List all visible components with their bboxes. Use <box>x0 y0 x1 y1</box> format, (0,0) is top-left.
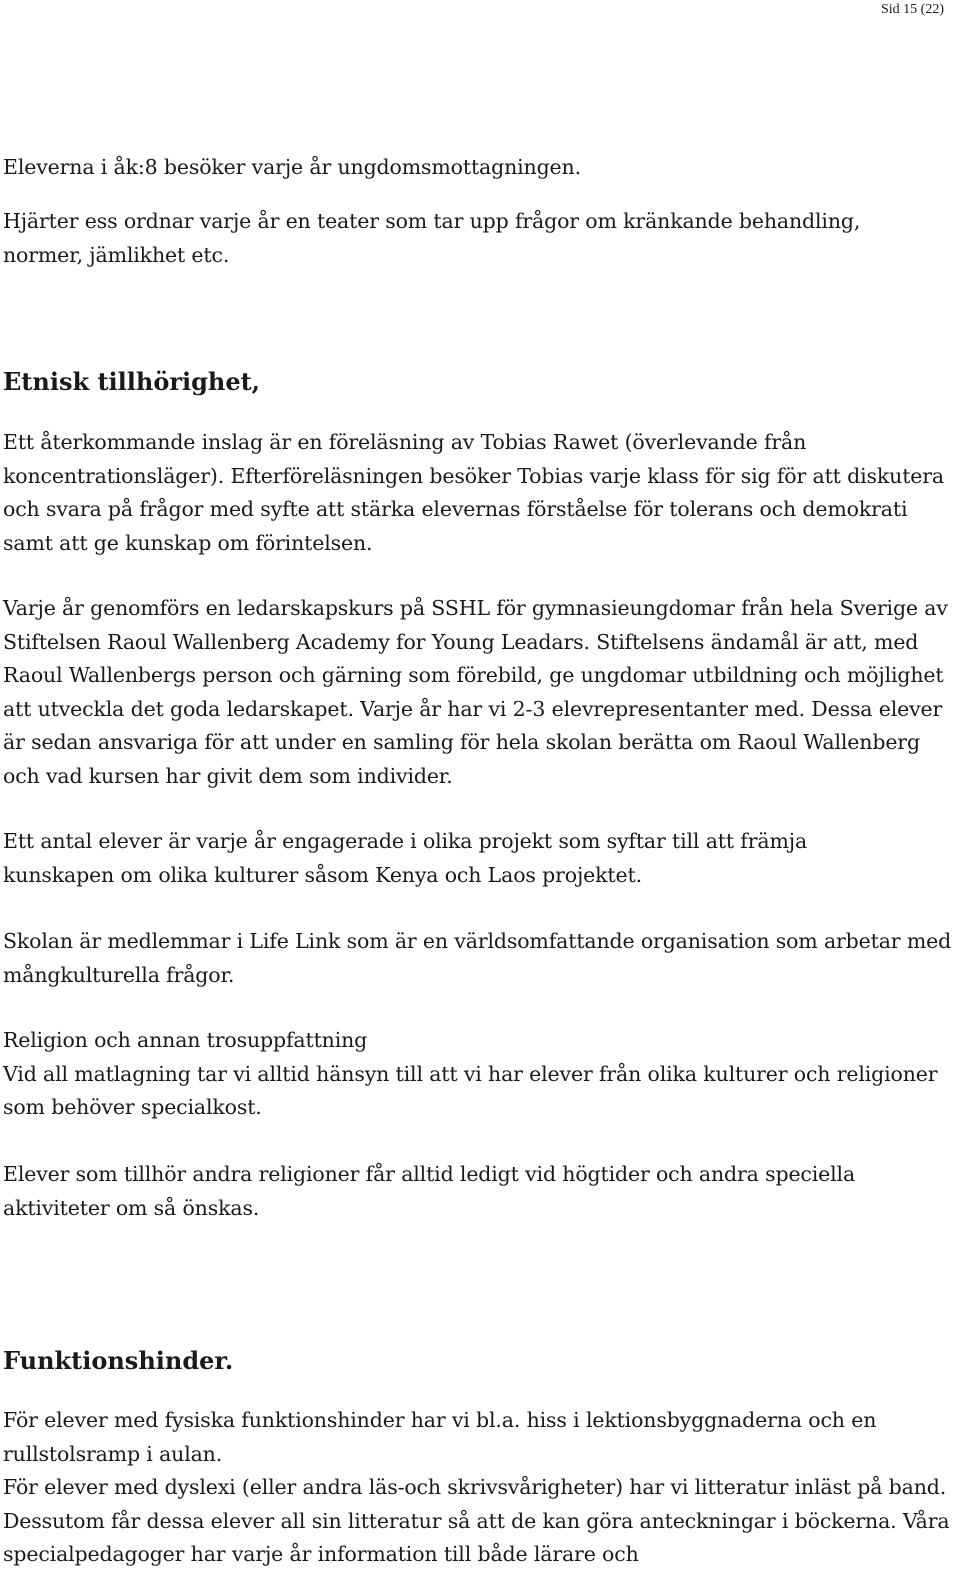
section-religion <box>3 1024 953 1125</box>
heading-funktionshinder: Funktionshinder. <box>3 1346 234 1375</box>
paragraph-projekt: Ett antal elever är varje år engagerade i olika projekt som syftar till att främja kunskapen om olika kulturer såsom Kenya och Laos projektet. <box>3 829 808 887</box>
paragraph-fysiska-funktionshinder: För elever med fysiska funktionshinder har vi bl.a. hiss i lektionsbyggnaderna och en rullstolsramp i aulan. <box>3 1408 877 1466</box>
paragraph-ledarskapskurs: Varje år genomförs en ledarskapskurs på SSHL för gymnasieungdomar från hela Sverige av Stiftelsen Raoul Wallenberg Academy for Young Leadars. Stiftelsens ändamål är att, med Raoul Wallenbergs person och gärning som förebild, ge ungdomar utbildning och möjlighet att utveckla det goda ledarskapet. Varje år har vi 2-3 elevrepresentanter med. Dessa elever är sedan ansvariga för att under en samling för hela skolan berätta om Raoul Wallenberg och vad kursen har givit dem som individer. <box>3 596 948 788</box>
paragraph-forelasning: Ett återkommande inslag är en föreläsning av Tobias Rawet (överlevande från koncentrationsläger). Efterföreläsningen besöker Tobias varje klass för sig för att diskutera och svara på frågor med syfte att stärka elevernas förståelse för tolerans och demokrati samt att ge kunskap om förintelsen. <box>3 430 944 555</box>
religion-body: Vid all matlagning tar vi alltid hänsyn till att vi har elever från olika kulturer och religioner som behöver specialkost. <box>3 1061 938 1119</box>
paragraph-hogtider: Elever som tillhör andra religioner får alltid ledigt vid högtider och andra speciella aktiviteter om så önskas. <box>3 1162 856 1220</box>
religion-title: Religion och annan trosuppfattning <box>3 1028 368 1052</box>
page-number: Sid 15 (22) <box>881 2 944 17</box>
paragraph-ungdomsmottagning: Eleverna i åk:8 besöker varje år ungdomsmottagningen. <box>3 155 581 179</box>
paragraph-life-link: Skolan är medlemmar i Life Link som är en världsomfattande organisation som arbetar med mångkulturella frågor. <box>3 929 952 987</box>
heading-etnisk-tillhorighet: Etnisk tillhörighet, <box>3 367 261 396</box>
paragraph-teater: Hjärter ess ordnar varje år en teater som tar upp frågor om kränkande behandling, normer, jämlikhet etc. <box>3 209 861 267</box>
paragraph-dyslexi: För elever med dyslexi (eller andra läs-och skrivsvårigheter) har vi litteratur inläst på band. Dessutom får dessa elever all sin litteratur så att de kan göra anteckningar i böckerna. Våra specialpedagoger har varje år information till både lärare och <box>3 1475 950 1566</box>
